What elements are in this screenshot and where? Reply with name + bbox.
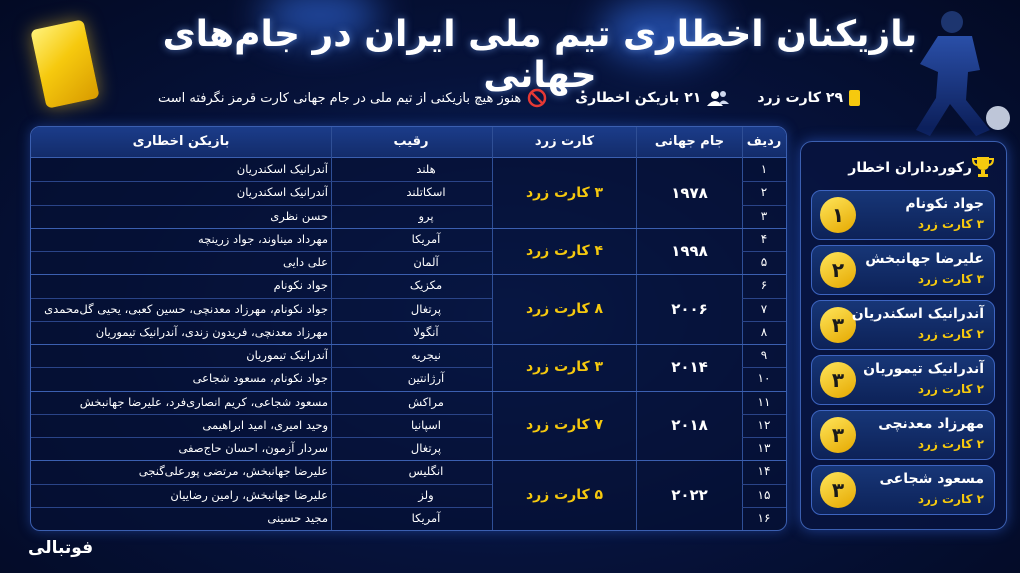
row-opponent: نیجریه (411, 348, 441, 362)
record-count: ۲ کارت زرد (917, 437, 984, 451)
row-divider (31, 321, 492, 322)
row-rank: ۱۴ (757, 464, 771, 479)
row-divider (31, 484, 492, 485)
record-item (811, 300, 995, 350)
row-divider (742, 437, 786, 438)
rank-badge: ۳ (820, 472, 856, 508)
row-opponent: پرو (418, 208, 434, 223)
row-opponent: انگلیس (408, 464, 444, 479)
row-opponent: پرتغال (410, 301, 442, 316)
record-count: ۳ کارت زرد (917, 217, 984, 231)
row-rank: ۱۳ (757, 441, 771, 455)
row-players: مسعود شجاعی، کریم انصاری‌فرد، علیرضا جهانبخش (79, 394, 328, 409)
record-name: مسعود شجاعی (879, 471, 984, 487)
record-item (811, 190, 995, 240)
row-rank: ۵ (760, 255, 768, 269)
group-card-count: ۴ کارت زرد (525, 243, 604, 259)
group-card-count: ۸ کارت زرد (525, 301, 604, 318)
users-icon (707, 90, 729, 106)
row-opponent: آمریکا (411, 231, 441, 246)
row-opponent: ولز (418, 487, 434, 502)
row-divider (742, 251, 786, 252)
record-count: ۳ کارت زرد (917, 272, 984, 286)
header-cards: کارت زرد (534, 134, 595, 149)
row-players: علیرضا جهانبخش، مرتضی پورعلی‌گنجی (138, 464, 328, 479)
column-divider (331, 127, 332, 530)
row-divider (31, 205, 492, 206)
row-players: حسن نظری (270, 208, 328, 223)
record-item (811, 245, 995, 295)
page-title: بازیکنان اخطاری تیم ملی ایران در جام‌های جهانی (162, 14, 918, 96)
row-players: سردار آزمون، احسان حاج‌صفی (178, 441, 328, 455)
table-header (31, 127, 786, 158)
rank-badge: ۳ (820, 417, 856, 453)
row-divider (31, 181, 492, 182)
header-rank: ردیف (746, 134, 782, 149)
row-divider (31, 298, 492, 299)
header-year: جام جهانی (654, 134, 725, 149)
row-divider (31, 507, 492, 508)
record-name: آندرانیک اسکندریان (851, 306, 984, 322)
group-card-count: ۳ کارت زرد (525, 184, 604, 201)
row-players: جواد نکونام، مهرزاد معدنچی، حسین کعبی، یحیی گل‌محمدی (44, 301, 328, 316)
row-rank: ۶ (760, 278, 768, 293)
record-item (811, 355, 995, 405)
row-divider (742, 321, 786, 322)
stat-players-total (575, 90, 729, 106)
record-item (811, 410, 995, 460)
header-players: بازیکن اخطاری (132, 134, 230, 149)
yellow-total-text: ۲۹ کارت زرد (757, 90, 843, 106)
row-players: وحید امیری، امید ابراهیمی (202, 417, 328, 432)
group-year: ۲۰۰۶ (671, 300, 708, 319)
records-title: رکورد‌داران اخطار (848, 160, 972, 176)
group-card-count: ۷ کارت زرد (525, 417, 604, 434)
row-opponent: آنگولا (413, 324, 439, 339)
row-opponent: آلمان (413, 255, 439, 269)
row-rank: ۴ (760, 231, 768, 246)
yellow-card-icon (30, 19, 99, 108)
stats-bar (158, 84, 860, 112)
row-divider (742, 414, 786, 415)
record-count: ۲ کارت زرد (917, 327, 984, 341)
group-card-count: ۳ کارت زرد (525, 359, 604, 376)
row-divider (742, 181, 786, 182)
group-card-count: ۵ کارت زرد (525, 487, 604, 504)
record-name: مهرزاد معدنچی (878, 416, 984, 432)
row-rank: ۱۱ (757, 394, 771, 409)
group-year: ۲۰۲۲ (671, 486, 708, 505)
row-rank: ۱۰ (757, 371, 771, 386)
row-rank: ۱۵ (757, 487, 771, 502)
players-total-text: ۲۱ بازیکن اخطاری (575, 90, 702, 106)
record-name: علیرضا جهانبخش (865, 251, 984, 267)
record-item (811, 465, 995, 515)
rank-badge: ۳ (820, 307, 856, 343)
row-divider (31, 414, 492, 415)
row-rank: ۳ (760, 208, 768, 223)
row-rank: ۹ (760, 348, 768, 362)
row-players: مهرداد میناوند، جواد زرینچه (197, 231, 328, 246)
group-year: ۲۰۱۴ (671, 358, 708, 377)
row-players: آندرانیک اسکندریان (236, 162, 328, 176)
row-divider (742, 484, 786, 485)
group-year: ۱۹۹۸ (671, 242, 708, 260)
header-opponent: رقیب (393, 134, 429, 149)
trophy-icon (970, 154, 996, 180)
row-rank: ۱ (760, 162, 768, 176)
row-players: مهرزاد معدنچی، فریدون زندی، آندرانیک تیموریان (95, 324, 328, 339)
row-divider (31, 367, 492, 368)
row-players: آندرانیک تیموریان (246, 348, 328, 362)
no-entry-icon (527, 88, 547, 108)
red-note-text: هنوز هیچ بازیکنی از تیم ملی در جام جهانی کارت قرمز نگرفته است (158, 90, 522, 106)
cards-table (30, 126, 787, 531)
row-players: علیرضا جهانبخش، رامین رضاییان (170, 487, 328, 502)
row-players: جواد نکونام، مسعود شجاعی (192, 371, 328, 386)
row-opponent: اسکاتلند (406, 185, 446, 200)
stat-yellow-total (757, 90, 860, 106)
records-panel (800, 141, 1007, 530)
row-rank: ۲ (760, 185, 768, 200)
group-year: ۱۹۷۸ (671, 183, 708, 202)
record-name: جواد نکونام (905, 196, 984, 212)
row-players: علی دایی (282, 255, 328, 269)
row-opponent: هلند (416, 162, 436, 176)
row-opponent: پرتغال (410, 441, 442, 455)
row-rank: ۸ (760, 324, 768, 339)
record-count: ۲ کارت زرد (917, 382, 984, 396)
rank-badge: ۲ (820, 252, 856, 288)
row-rank: ۷ (760, 301, 768, 316)
row-divider (31, 251, 492, 252)
row-players: آندرانیک اسکندریان (236, 185, 328, 200)
row-opponent: مراکش (408, 394, 444, 409)
record-count: ۲ کارت زرد (917, 492, 984, 506)
row-divider (742, 298, 786, 299)
row-divider (31, 437, 492, 438)
record-name: آندرانیک تیموریان (863, 361, 984, 377)
row-opponent: مکزیک (409, 278, 443, 293)
row-opponent: اسپانیا (411, 417, 441, 432)
row-rank: ۱۲ (757, 417, 771, 432)
row-rank: ۱۶ (757, 510, 771, 525)
row-opponent: آمریکا (411, 510, 441, 525)
row-divider (742, 205, 786, 206)
rank-badge: ۱ (820, 197, 856, 233)
stat-red-note (158, 88, 547, 108)
rank-badge: ۳ (820, 362, 856, 398)
row-divider (742, 367, 786, 368)
row-divider (742, 507, 786, 508)
brand-logo: فوتبالی (28, 538, 94, 558)
row-players: جواد نکونام (273, 278, 328, 293)
yellow-card-icon (849, 90, 860, 106)
row-opponent: آرژانتین (407, 371, 445, 386)
group-year: ۲۰۱۸ (671, 416, 708, 435)
row-players: مجید حسینی (267, 510, 328, 525)
